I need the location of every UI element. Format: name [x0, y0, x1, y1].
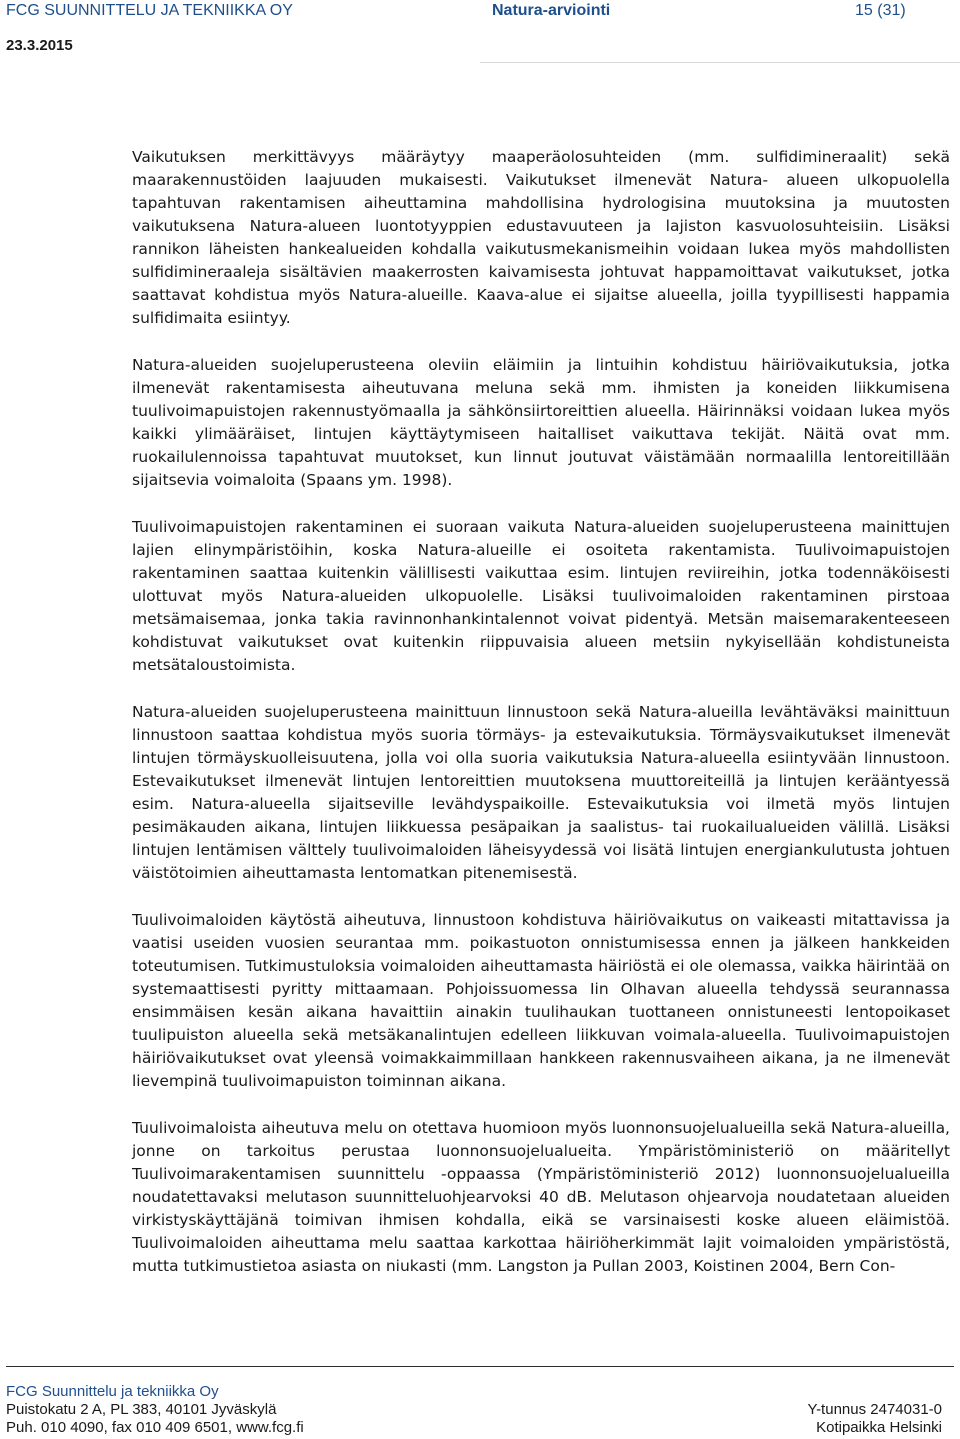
header-page-number: 15 (31): [855, 2, 906, 19]
page-header: [0, 0, 960, 64]
paragraph-6: Tuulivoimaloista aiheutuva melu on otettava huomioon myös luonnonsuojelualueilla sekä Natura-alueilla, jonne on tarkoitus perustaa luonnonsuojelualueita. Ympäristöministeriö on määritellyt Tuulivoimarakentamisen suunnittelu -oppaassa (Ympäristöministeriö 2012) luonnonsuojelualueilla noudatettavaksi melutason suunnitteluohjearvoksi 40 dB. Melutason ohjearvoja noudatetaan alueiden virkistyskäyttäjänä toimivan ihmisen kohdalla, eikä se varsinaisesti koske alueen eläimistöä. Tuulivoimaloiden aiheuttama melu saattaa karkottaa häiriöherkimmät lajit voimaloiden ympäristöstä, mutta tutkimustietoa asiasta on niukasti (mm. Langston ja Pullan 2003, Koistinen 2004, Bern Con-: [132, 1119, 950, 1275]
paragraph-5: Tuulivoimaloiden käytöstä aiheutuva, linnustoon kohdistuva häiriövaikutus on vaikeasti mitattavissa ja vaatisi useiden vuosien seurantaa mm. poikastuoton onnistumisessa ennen ja jälkeen hankkeiden toteutumisen. Tutkimustuloksia voimaloiden aiheuttamasta häiriöstä ei ole olemassa, vaikka häirintää on systemaattisesti pyritty mittaamaan. Pohjoissuomessa Iin Olhavan alueella tehdyssä seurannassa ensimmäisen kesän aikana havaittiin ainakin tuulihaukan tuottaneen onnistuneesti lentopoikaset tuulipuiston alueella sekä metsäkanalintujen edelleen liikkuvan voimala-alueella. Tuulivoimapuistojen häiriövaikutukset ovat yleensä voimakkaimmillaan hankkeen rakennusvaiheen aikana, ja ne ilmenevät lievempinä tuulivoimapuiston toiminnan aikana.: [132, 911, 950, 1090]
page-footer: [0, 1366, 960, 1439]
footer-domicile: Kotipaikka Helsinki: [816, 1419, 942, 1436]
header-company: FCG SUUNNITTELU JA TEKNIIKKA OY: [6, 2, 293, 19]
footer-address: Puistokatu 2 A, PL 383, 40101 Jyväskylä: [6, 1401, 277, 1418]
header-document-title: Natura-arviointi: [492, 2, 611, 19]
paragraph-1: Vaikutuksen merkittävyys määräytyy maaperäolosuhteiden (mm. sulfidimineraalit) sekä maarakennustöiden laajuuden mukaisesti. Vaikutukset ilmenevät Natura- alueen ulkopuolella tapahtuvan rakentamisen aiheuttamina mahdollisina hydrologisina muutoksina ja muutosten vaikutuksena Natura-alueen luontotyyppien edustavuuteen ja lajiston kasvuolosuhteisiin. Lisäksi rannikon läheisten hankealueiden kohdalla vaikutusmekanismeihin voidaan lukea myös mahdollisten sulfidimineraaleja sisältävien maakerrosten kaivamisesta johtuvat happamoittavat vaikutukset, jotka saattavat kohdistua myös Natura-alueille. Kaava-alue ei sijaitse alueella, joilla tyypillisesti happamia sulfidimaita esiintyy.: [132, 148, 950, 327]
footer-company: FCG Suunnittelu ja tekniikka Oy: [6, 1383, 219, 1400]
header-divider: [480, 62, 960, 63]
footer-divider: [6, 1366, 954, 1367]
paragraph-4: Natura-alueiden suojeluperusteena mainittuun linnustoon sekä Natura-alueilla levähtäväksi mainittuun linnustoon saattaa kohdistua myös suoria törmäys- ja estevaikutuksia. Törmäysvaikutukset ilmenevät lintujen törmäyskuolleisuutena, jolla voi olla suoria vaikutuksia Natura-alueella esiintyvään linnustoon. Estevaikutukset ilmenevät lintujen lentoreittien muutoksena muuttoreiteillä ja lintujen kerääntyessä esim. Natura-alueella sijaitseville levähdyspaikoille. Estevaikutuksia voi ilmetä myös lintujen pesimäkauden aikana, lintujen liikkuessa pesäpaikan ja saalistus- tai ruokailualueiden välillä. Lisäksi lintujen lentämisen välttely tuulivoimaloiden läheisyydessä voi lisätä lintujen energiankulutusta johtuen väistötoimien aiheuttamasta lentomatkan pitenemisestä.: [132, 703, 950, 882]
header-date: 23.3.2015: [6, 37, 73, 54]
paragraph-2: Natura-alueiden suojeluperusteena oleviin eläimiin ja lintuihin kohdistuu häiriövaikutuksia, jotka ilmenevät rakentamisesta aiheutuvana meluna sekä mm. ihmisten ja koneiden liikkumisena tuulivoimapuistojen rakennustyömaalla ja sähkönsiirtoreittien alueella. Häirinnäksi voidaan lukea myös kaikki ylimääräiset, lintujen käyttäytymiseen haitalliset vaikuttava tekijät. Näitä ovat mm. ruokailulennoissa tapahtuvat muutokset, kun linnut joutuvat väistämään normaalilla lentoreitillään sijaitsevia voimaloita (Spaans ym. 1998).: [132, 356, 950, 489]
footer-business-id: Y-tunnus 2474031-0: [807, 1401, 942, 1418]
paragraph-3: Tuulivoimapuistojen rakentaminen ei suoraan vaikuta Natura-alueiden suojeluperusteena mainittujen lajien elinympäristöihin, koska Natura-alueille ei osoiteta rakentamista. Tuulivoimapuistojen rakentaminen saattaa kuitenkin välillisesti vaikuttaa esim. lintujen reviireihin, jotka todennäköisesti ulottuvat myös Natura-alueiden ulkopuolelle. Lisäksi tuulivoimaloiden rakentaminen pirstoaa metsämaisemaa, jonka takia ravinnonhankintalennot voivat pidentyä. Metsän maisemarakenteeseen kohdistuvat vaikutukset ovat kuitenkin riippuvaisia alueen metsiin nykyisellään kohdistuneista metsätaloustoimista.: [132, 518, 950, 674]
document-body: [132, 146, 950, 1302]
footer-contact: Puh. 010 4090, fax 010 409 6501, www.fcg.fi: [6, 1419, 304, 1436]
